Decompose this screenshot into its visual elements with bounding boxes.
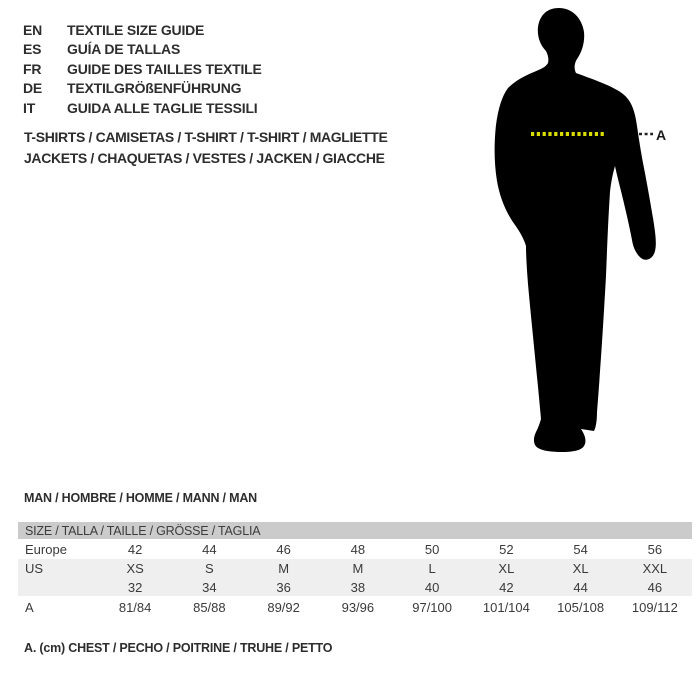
list-item <box>0 20 480 40</box>
guide-title: GUIDA ALLE TAGLIE TESSILI <box>67 99 258 116</box>
garment-types <box>24 127 464 168</box>
table-cell: 81/84 <box>118 599 152 615</box>
table-row-europe <box>18 539 692 559</box>
table-cell: 40 <box>424 579 440 595</box>
row-label: US <box>25 561 44 576</box>
table-row-us <box>18 559 692 578</box>
table-cell: 34 <box>202 579 217 595</box>
table-cell: L <box>428 561 436 576</box>
language-code: IT <box>23 99 36 116</box>
guide-title: TEXTILE SIZE GUIDE <box>67 21 205 38</box>
list-item <box>0 79 480 99</box>
chest-measure-footnote: A. (cm) CHEST / PECHO / POITRINE / TRUHE / PETTO <box>24 641 333 655</box>
size-table-header <box>18 522 692 539</box>
table-cell: 56 <box>647 541 663 557</box>
table-cell: 109/112 <box>631 599 678 615</box>
table-cell: 105/108 <box>557 599 605 615</box>
table-row-us-numeric <box>18 578 692 596</box>
row-label: A <box>25 599 34 615</box>
guide-title: GUIDE DES TAILLES TEXTILE <box>67 60 262 77</box>
language-code: DE <box>23 80 43 97</box>
measure-label-a: A <box>656 127 667 143</box>
table-cell: XS <box>126 561 144 576</box>
table-cell: 44 <box>573 579 588 595</box>
table-cell: M <box>278 561 290 576</box>
list-item <box>0 40 480 60</box>
table-cell: XXL <box>642 561 668 576</box>
table-cell: 54 <box>573 541 588 557</box>
garment-line-jackets: JACKETS / CHAQUETAS / VESTES / JACKEN / GIACCHE <box>24 149 385 166</box>
guide-title: TEXTILGRÖßENFÜHRUNG <box>67 80 242 97</box>
table-cell: 52 <box>499 541 514 557</box>
table-cell: 36 <box>276 579 291 595</box>
table-cell: XL <box>572 561 589 576</box>
table-cell: 32 <box>127 579 143 595</box>
table-cell: 93/96 <box>341 599 375 615</box>
table-cell: 46 <box>647 579 663 595</box>
list-item <box>0 59 480 79</box>
language-code: FR <box>23 60 42 77</box>
size-table-header-label: SIZE / TALLA / TAILLE / GRÖSSE / TAGLIA <box>25 523 261 538</box>
language-guide-list <box>0 20 480 118</box>
table-cell: S <box>205 561 214 576</box>
table-cell: 50 <box>424 541 440 557</box>
table-cell: 48 <box>350 541 366 557</box>
table-row-chest-a <box>18 596 692 618</box>
row-label: Europe <box>25 541 67 557</box>
table-cell: M <box>352 561 364 576</box>
table-cell: 42 <box>127 541 143 557</box>
size-table <box>18 522 692 618</box>
table-cell: 44 <box>202 541 217 557</box>
list-item <box>0 98 480 118</box>
table-cell: XL <box>498 561 515 576</box>
table-cell: 101/104 <box>482 599 530 615</box>
table-cell: 89/92 <box>267 599 300 615</box>
table-cell: 42 <box>499 579 514 595</box>
garment-line-tshirts: T-SHIRTS / CAMISETAS / T-SHIRT / T-SHIRT / MAGLIETTE <box>24 129 388 146</box>
table-cell: 85/88 <box>193 599 226 615</box>
language-code: ES <box>23 41 42 58</box>
language-code: EN <box>23 21 43 38</box>
table-cell: 46 <box>276 541 291 557</box>
man-silhouette-figure <box>480 0 700 480</box>
section-title-man: MAN / HOMBRE / HOMME / MANN / MAN <box>24 491 257 505</box>
table-cell: 38 <box>350 579 366 595</box>
table-cell: 97/100 <box>412 599 452 615</box>
guide-title: GUÍA DE TALLAS <box>67 41 181 58</box>
man-silhouette <box>495 8 656 452</box>
